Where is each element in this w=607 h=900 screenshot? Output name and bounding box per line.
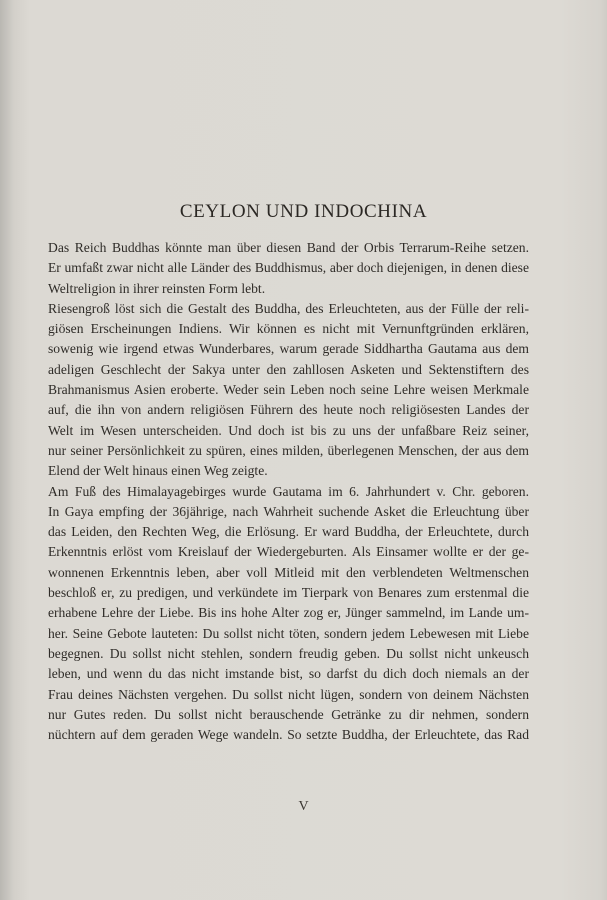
- text-line: erhabene Lehre der Liebe. Bis ins hohe Alter zog er, Jünger sammelnd, im Lande um-: [48, 605, 529, 621]
- text-line: Frau deines Nächsten vergehen. Du sollst nicht lügen, sondern von deinem Nächsten: [48, 686, 529, 702]
- text-line: Elend der Welt hinaus einen Weg zeigte.: [48, 463, 268, 479]
- text-line: leben, und wenn du das nicht imstande bist, so darfst du dich doch niemals an der: [48, 666, 529, 682]
- text-line: Am Fuß des Himalayagebirges wurde Gautama im 6. Jahrhundert v. Chr. geboren.: [48, 483, 529, 499]
- text-line: adeligen Geschlecht der Sakya unter den zahllosen Asketen und Sektenstiftern des: [48, 361, 529, 377]
- text-line: nur seiner Persönlichkeit zu spüren, eines milden, überlegenen Menschen, der aus dem: [48, 442, 529, 458]
- text-line: Erkenntnis erlöst vom Kreislauf der Wiedergeburten. Als Einsamer wollte er der ge-: [48, 544, 529, 560]
- page-number: V: [298, 799, 309, 814]
- text-line: Das Reich Buddhas könnte man über diesen Band der Orbis Terrarum-Reihe setzen.: [48, 240, 529, 255]
- text-line: begegnen. Du sollst nicht stehlen, sondern freudig geben. Du sollst nicht unkeusch: [48, 645, 529, 661]
- page-title: CEYLON UND INDOCHINA: [179, 201, 428, 222]
- text-line: Er umfaßt zwar nicht alle Länder des Buddhismus, aber doch diejenigen, in denen diese: [48, 260, 529, 276]
- text-line: beschloß er, zu predigen, und verkündete im Tierpark von Benares zum erstenmal die: [48, 585, 529, 601]
- text-line: nüchtern auf dem geraden Wege wandeln. So setzte Buddha, der Erleuchtete, das Rad: [48, 727, 529, 743]
- text-line: Weltreligion in ihrer reinsten Form lebt.: [48, 280, 266, 296]
- text-line: wonnenen Erkenntnis leben, aber voll Mitleid mit den verblendeten Weltmenschen: [48, 564, 529, 580]
- text-line: Brahmanismus Asien eroberte. Weder sein Leben noch seine Lehre weisen Merkmale: [48, 382, 529, 398]
- text-line: giösen Erscheinungen Indiens. Wir können es nicht mit Vernunftgründen erklären,: [48, 321, 529, 337]
- text-line: das Leiden, den Rechten Weg, die Erlösung. Er ward Buddha, der Erleuchtete, durch: [48, 524, 529, 540]
- text-line: In Gaya empfing der 36jährige, nach Wahrheit suchende Asket die Erleuchtung über: [48, 503, 529, 519]
- text-line: nur Gutes reden. Du sollst nicht berauschende Getränke zu dir nehmen, sondern: [48, 706, 529, 722]
- text-line: her. Seine Gebote lauteten: Du sollst nicht töten, sondern jedem Lebewesen mit Liebe: [48, 625, 529, 641]
- text-line: Riesengroß löst sich die Gestalt des Buddha, des Erleuchteten, aus der Fülle der reli-: [48, 300, 529, 316]
- text-line: Welt im Wesen unterscheiden. Und doch ist bis zu uns der unfaßbare Reiz seiner,: [48, 422, 529, 438]
- body-text: [48, 238, 529, 745]
- text-line: auf, die ihn von andern religiösen Führern des heute noch religiösesten Landes der: [48, 402, 529, 418]
- text-line: sowenig wie irgend etwas Wunderbares, warum gerade Siddhartha Gautama aus dem: [48, 341, 529, 357]
